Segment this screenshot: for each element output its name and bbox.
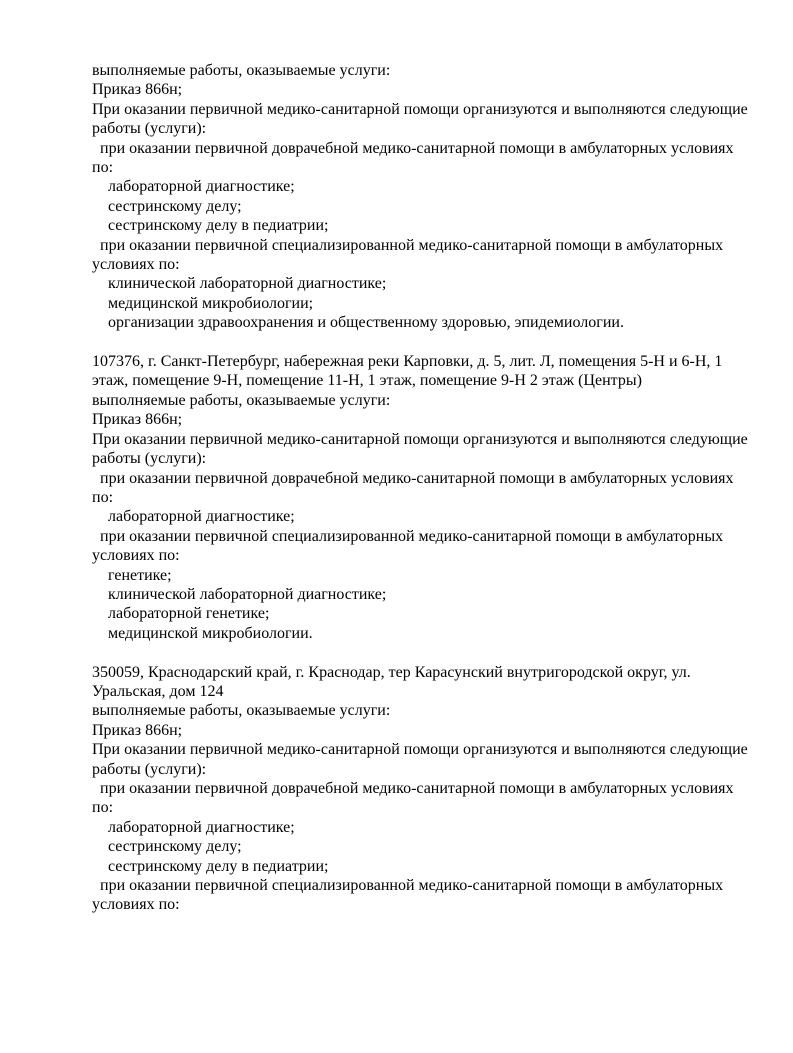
text-line: условиях по: bbox=[92, 256, 180, 274]
text-line: этаж, помещение 9-Н, помещение 11-Н, 1 этаж, помещение 9-Н 2 этаж (Центры) bbox=[92, 372, 642, 390]
text-line: 350059, Краснодарский край, г. Краснодар, тер Карасунский внутригородской округ, ул. bbox=[92, 663, 691, 681]
text-line: медицинской микробиологии. bbox=[92, 624, 313, 642]
text-line: При оказании первичной медико-санитарной помощи организуются и выполняются следующие bbox=[92, 430, 748, 448]
text-line: при оказании первичной специализированной медико-санитарной помощи в амбулаторных bbox=[92, 236, 724, 254]
license-section-1 bbox=[92, 61, 753, 333]
license-section-2 bbox=[92, 352, 753, 643]
text-line: лабораторной диагностике; bbox=[92, 178, 295, 196]
text-line: по: bbox=[92, 488, 114, 506]
text-line: клинической лабораторной диагностике; bbox=[92, 585, 387, 603]
text-line: При оказании первичной медико-санитарной помощи организуются и выполняются следующие bbox=[92, 100, 748, 118]
text-line: условиях по: bbox=[92, 547, 180, 565]
text-line: клинической лабораторной диагностике; bbox=[92, 275, 387, 293]
text-line: генетике; bbox=[92, 566, 172, 584]
text-line: лабораторной диагностике; bbox=[92, 818, 295, 836]
text-line: условиях по: bbox=[92, 896, 180, 914]
text-line: сестринскому делу; bbox=[92, 838, 242, 856]
text-line: по: bbox=[92, 159, 114, 177]
text-line: по: bbox=[92, 799, 114, 817]
text-line: при оказании первичной специализированной медико-санитарной помощи в амбулаторных bbox=[92, 877, 724, 895]
text-line: Приказ 866н; bbox=[92, 81, 183, 99]
text-line: 107376, г. Санкт-Петербург, набережная реки Карповки, д. 5, лит. Л, помещения 5-Н и 6-Н, 1 bbox=[92, 353, 723, 371]
text-line: выполняемые работы, оказываемые услуги: bbox=[92, 62, 391, 79]
text-line: при оказании первичной доврачебной медико-санитарной помощи в амбулаторных условиях bbox=[92, 139, 734, 157]
text-line: работы (услуги): bbox=[92, 760, 207, 778]
text-line: медицинской микробиологии; bbox=[92, 294, 314, 312]
text-line: при оказании первичной доврачебной медико-санитарной помощи в амбулаторных условиях bbox=[92, 780, 734, 797]
text-line: Уральская, дом 124 bbox=[92, 682, 224, 700]
text-line: сестринскому делу; bbox=[92, 197, 242, 215]
text-line: Приказ 866н; bbox=[92, 721, 183, 739]
text-line: сестринскому делу в педиатрии; bbox=[92, 857, 329, 875]
text-line: лабораторной генетике; bbox=[92, 605, 270, 623]
text-line: лабораторной диагностике; bbox=[92, 508, 295, 526]
text-line: работы (услуги): bbox=[92, 450, 207, 468]
text-line: выполняемые работы, оказываемые услуги: bbox=[92, 702, 391, 720]
text-line: Приказ 866н; bbox=[92, 411, 183, 429]
text-line: при оказании первичной специализированной медико-санитарной помощи в амбулаторных bbox=[92, 527, 724, 545]
text-line: при оказании первичной доврачебной медико-санитарной помощи в амбулаторных условиях bbox=[92, 469, 734, 487]
text-line: сестринскому делу в педиатрии; bbox=[92, 217, 329, 235]
text-line: работы (услуги): bbox=[92, 120, 207, 138]
text-line: организации здравоохранения и общественному здоровью, эпидемиологии. bbox=[92, 314, 624, 332]
license-section-3 bbox=[92, 663, 753, 915]
text-line: выполняемые работы, оказываемые услуги: bbox=[92, 391, 391, 409]
text-line: При оказании первичной медико-санитарной помощи организуются и выполняются следующие bbox=[92, 741, 748, 759]
